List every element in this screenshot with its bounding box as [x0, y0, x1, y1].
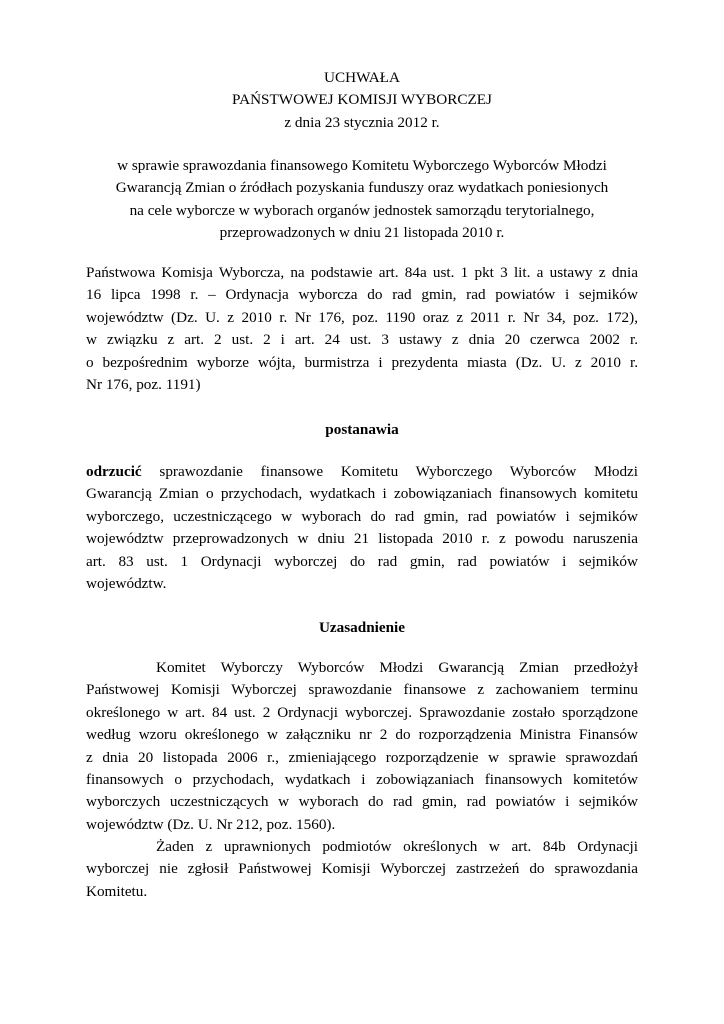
resolution-date: z dnia 23 stycznia 2012 r. — [284, 113, 440, 131]
decision-line-rest: sprawozdanie finansowe Komitetu Wyborczego Wyborców Młodzi — [141, 463, 638, 480]
decision-paragraph — [86, 461, 638, 595]
decision-line: art. 83 ust. 1 Ordynacji wyborczej do rad gmin, rad powiatów i sejmików — [86, 552, 638, 570]
preamble-line: w związku z art. 2 ust. 2 i art. 24 ust. 3 ustawy z dnia 20 czerwca 2002 r. — [86, 331, 638, 349]
resolution-title: UCHWAŁA — [324, 69, 400, 86]
justification-line: wyborczej nie zgłosił Państwowej Komisji Wyborczej zastrzeżeń do sprawozdania — [86, 860, 638, 878]
decision-line: Gwarancją Zmian o przychodach, wydatkach i zobowiązaniach finansowych komitetu — [86, 485, 638, 503]
resolution-header — [86, 67, 638, 134]
justification-line: Żaden z uprawnionych podmiotów określonych w art. 84b Ordynacji — [156, 838, 638, 855]
decision-line: wyborczego, uczestniczącego w wyborach do rad gmin, rad powiatów i sejmików — [86, 507, 638, 525]
preamble-paragraph — [86, 262, 638, 396]
justification-line: Państwowej Komisji Wyborczej sprawozdanie finansowe z zachowaniem terminu — [86, 681, 638, 699]
preamble-line: o bezpośrednim wyborze wójta, burmistrza i prezydenta miasta (Dz. U. z 2010 r. — [86, 353, 638, 371]
resolution-subject — [86, 155, 638, 245]
decision-keyword: odrzucić — [86, 463, 142, 480]
justification-line: województw (Dz. U. Nr 212, poz. 1560). — [86, 815, 336, 833]
subject-line: Gwarancją Zmian o źródłach pozyskania funduszy oraz wydatkach poniesionych — [115, 179, 609, 197]
preamble-line: województw (Dz. U. z 2010 r. Nr 176, poz. 1190 oraz z 2011 r. Nr 34, poz. 172), — [86, 308, 638, 326]
resolution-issuer: PAŃSTWOWEJ KOMISJI WYBORCZEJ — [232, 91, 492, 109]
justification-paragraph-1 — [86, 657, 638, 836]
justification-line: według wzoru określonego w załączniku nr 2 do rozporządzenia Ministra Finansów — [86, 726, 638, 744]
decision-line: województw. — [86, 574, 167, 592]
preamble-line: 16 lipca 1998 r. – Ordynacja wyborcza do rad gmin, rad powiatów i sejmików — [86, 286, 638, 304]
decision-line — [86, 461, 638, 483]
justification-line: Komitetu. — [86, 882, 148, 900]
subject-line: w sprawie sprawozdania finansowego Komitetu Wyborczego Wyborców Młodzi — [117, 157, 607, 174]
justification-paragraph-2 — [86, 836, 638, 903]
decision-line: województw przeprowadzonych w dniu 21 listopada 2010 r. z powodu naruszenia — [86, 530, 638, 548]
subject-line: przeprowadzonych w dniu 21 listopada 2010 r. — [219, 224, 505, 242]
justification-line: Komitet Wyborczy Wyborców Młodzi Gwarancją Zmian przedłożył — [156, 659, 638, 676]
justification-line: wyborczych uczestniczących w wyborach do rad gmin, rad powiatów i sejmików — [86, 793, 638, 811]
preamble-line: Państwowa Komisja Wyborcza, na podstawie art. 84a ust. 1 pkt 3 lit. a ustawy z dnia — [86, 264, 638, 281]
justification-line: z dnia 20 listopada 2006 r., zmieniającego rozporządzenie w sprawie sprawozdań — [86, 748, 638, 766]
subject-line: na cele wyborcze w wyborach organów jednostek samorządu terytorialnego, — [129, 201, 595, 219]
justification-line: określonego w art. 84 ust. 2 Ordynacji wyborczej. Sprawozdanie zostało sporządzone — [86, 703, 638, 721]
preamble-line: Nr 176, poz. 1191) — [86, 375, 201, 393]
decision-heading: postanawia — [325, 421, 399, 438]
justification-heading: Uzasadnienie — [318, 619, 406, 636]
justification-line: finansowych o przychodach, wydatkach i zobowiązaniach finansowych komitetów — [86, 770, 638, 788]
